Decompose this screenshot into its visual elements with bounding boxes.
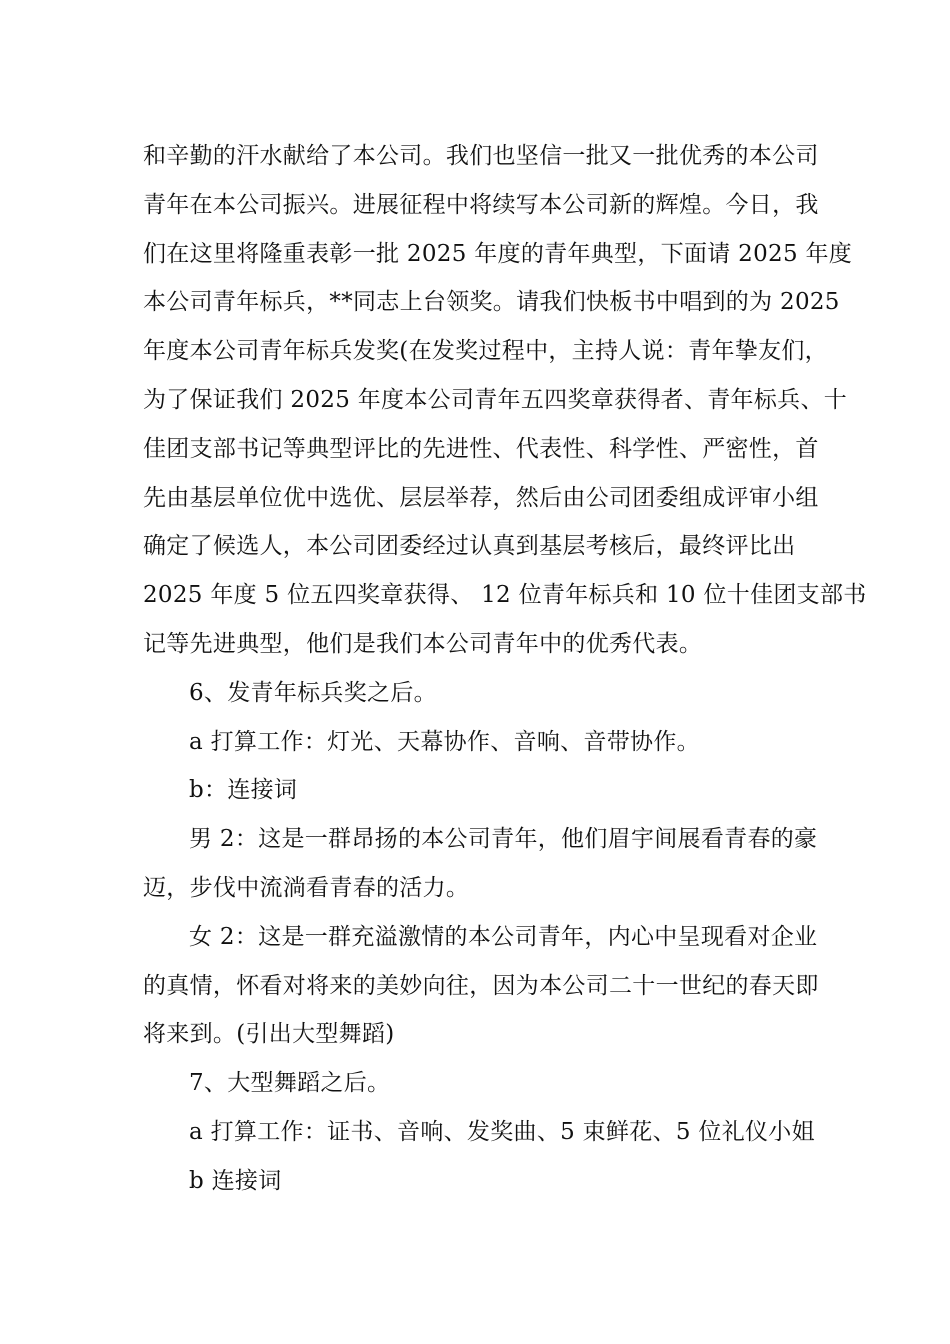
text-line: 的真情，怀看对将来的美妙向往，因为本公司二十一世纪的春天即 xyxy=(143,972,819,999)
text-line: 迈，步伐中流淌看青春的活力。 xyxy=(143,874,470,901)
text-line: 7、大型舞蹈之后。 xyxy=(189,1070,391,1097)
document-body xyxy=(143,132,867,1206)
text-line: 先由基层单位优中选优、层层举荐，然后由公司团委组成评审小组 xyxy=(143,484,819,511)
text-line: 年度本公司青年标兵发奖(在发奖过程中，主持人说：青年挚友们， xyxy=(143,338,828,365)
text-line: 女 2：这是一群充溢激情的本公司青年，内心中呈现看对企业 xyxy=(189,923,818,950)
text-line: a 打算工作：灯光、天幕协作、音响、音带协作。 xyxy=(189,728,700,755)
text-line: 记等先进典型，他们是我们本公司青年中的优秀代表。 xyxy=(143,630,703,657)
text-line: 青年在本公司振兴。进展征程中将续写本公司新的辉煌。今日，我 xyxy=(143,191,819,218)
text-line: 确定了候选人，本公司团委经过认真到基层考核后，最终评比出 xyxy=(143,533,796,560)
text-line: b 连接词 xyxy=(189,1167,282,1194)
text-line: b：连接词 xyxy=(189,777,298,804)
text-line: 为了保证我们 2025 年度本公司青年五四奖章获得者、青年标兵、十 xyxy=(143,386,848,413)
text-line: 将来到。(引出大型舞蹈) xyxy=(143,1021,395,1048)
text-line: a 打算工作：证书、音响、发奖曲、5 束鲜花、5 位礼仪小姐 xyxy=(189,1118,815,1145)
text-line: 本公司青年标兵，**同志上台领奖。请我们快板书中唱到的为 2025 xyxy=(143,289,840,316)
text-line: 们在这里将隆重表彰一批 2025 年度的青年典型，下面请 2025 年度 xyxy=(143,240,853,267)
text-line: 佳团支部书记等典型评比的先进性、代表性、科学性、严密性，首 xyxy=(143,435,819,462)
text-line: 男 2：这是一群昂扬的本公司青年，他们眉宇间展看青春的豪 xyxy=(189,826,818,853)
text-line: 6、发青年标兵奖之后。 xyxy=(189,679,437,706)
text-line: 和辛勤的汗水献给了本公司。我们也坚信一批又一批优秀的本公司 xyxy=(143,143,819,169)
text-line: 2025 年度 5 位五四奖章获得、 12 位青年标兵和 10 位十佳团支部书 xyxy=(143,582,867,609)
